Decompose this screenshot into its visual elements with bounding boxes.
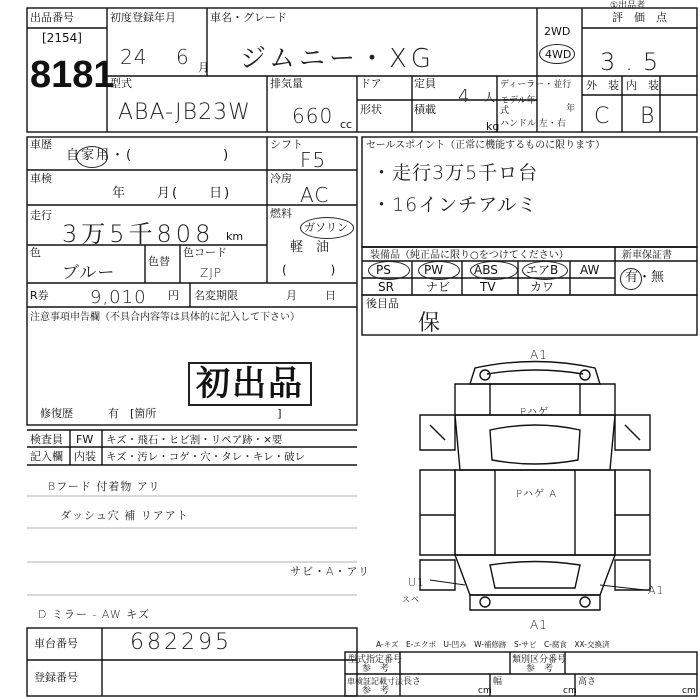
diagram-a1-top: A1 — [530, 348, 548, 362]
listing-number: 8181 — [30, 54, 115, 96]
height-cm: cm — [682, 686, 696, 696]
equip-ps: PS — [376, 263, 391, 277]
month-unit: 月 — [198, 61, 209, 74]
sales-point-2: ・16インチアルミ — [372, 194, 538, 216]
exterior-grade: C — [594, 104, 611, 129]
registration-month: 6 — [176, 45, 190, 69]
kg-unit: kg — [486, 120, 500, 133]
repair-label: 修復歴 — [40, 407, 73, 420]
diagram-a1-right: A1 — [648, 584, 665, 597]
diagram-a1-bottom: A1 — [530, 618, 548, 632]
fuel-gasoline-circle — [300, 217, 354, 239]
repair-value: 有 [箇所 ] — [108, 407, 282, 420]
dims-ref: 参 考 — [362, 686, 390, 696]
listing-number-label: 出品番号 — [30, 11, 74, 24]
class-ref: 参 考 — [526, 664, 554, 674]
model-cert-label: 型式指定番号 — [348, 655, 403, 665]
equip-aw: AW — [580, 263, 600, 277]
warranty-label: 新車保証書 — [622, 250, 672, 261]
inspector-note-1: Bフード 付着物 アリ — [48, 480, 161, 493]
ac-label: 冷房 — [270, 172, 292, 185]
shift-value: F5 — [300, 148, 327, 172]
recycle-value: 9,010 — [90, 287, 147, 308]
handle-label: ハンドル 左・右 — [500, 119, 566, 129]
class-label: 類別区分番号 — [512, 655, 567, 665]
color-code-label: 色コード — [183, 246, 227, 259]
person-unit: 人 — [484, 91, 495, 104]
shift-label: シフト — [270, 138, 303, 151]
listing-code: [2154] — [42, 31, 82, 45]
equip-abs-circle — [470, 261, 518, 280]
inspection-value: 年 月( 日) — [112, 186, 232, 201]
tax-label: 名変期限 — [194, 289, 238, 302]
interior-items: キズ・汚レ・コゲ・穴・タレ・キレ・破レ — [106, 451, 306, 463]
mileage-value: 3万5千808 — [62, 220, 215, 248]
inspector-note-2: ダッシュ穴 補 リアアト — [60, 509, 189, 522]
fuel-value: ガソリン — [304, 221, 348, 234]
km-unit: km — [226, 230, 244, 243]
fuel-paren: ( ) — [282, 263, 338, 277]
door-label: ドア — [360, 77, 382, 90]
equip-pw-circle — [418, 261, 460, 280]
history-label: 車歴 — [30, 138, 52, 151]
rear-seat-label: 後目品 — [366, 297, 399, 310]
drive-2wd: 2WD — [544, 25, 571, 38]
registration-year: 24 — [120, 45, 148, 69]
diagram-legend: A-キズ E-エクボ U-凹み W-補修跡 S-サビ C-腐食 XX-交換済 — [376, 640, 610, 649]
displacement-value: 660 — [292, 104, 334, 128]
load-label: 積載 — [414, 103, 436, 116]
seller-note: ①出品者 — [610, 1, 646, 11]
equip-pw: PW — [424, 263, 444, 277]
yen-unit: 円 — [168, 289, 179, 302]
history-value: 自家用・( ) — [66, 148, 231, 163]
type-label: 型式 — [110, 77, 132, 90]
equipment-label: 装備品（純正品に限り○をつけてください） — [370, 250, 569, 261]
length-cm: cm — [478, 686, 492, 696]
diagram-small-note: スペ — [402, 595, 420, 604]
rear-seat-value: 保 — [418, 311, 442, 336]
rating-label: 評 価 点 — [612, 11, 667, 24]
fuel-label: 燃料 — [270, 207, 292, 220]
first-listing-stamp: 初出品 — [188, 362, 312, 406]
displacement-label: 排気量 — [270, 77, 303, 90]
color-value: ブルー — [62, 263, 116, 283]
equip-sr: SR — [378, 280, 394, 294]
model-cert-ref: 参 考 — [362, 664, 390, 674]
model-name: ジムニー・XG — [240, 44, 435, 74]
sales-points-label: セールスポイント（正常に機能するものに限ります） — [366, 140, 606, 151]
model-label: 車名・グレード — [210, 11, 287, 24]
tax-value: 月 日 — [286, 289, 338, 302]
diagram-center-note: Pハゲ A — [516, 489, 558, 500]
height-label: 高さ — [578, 677, 597, 687]
color-code-value: ZJP — [200, 266, 222, 280]
sales-point-1: ・走行3万5千ロ台 — [372, 162, 539, 184]
inspector-label: 検査員 — [30, 433, 63, 446]
capacity-value: 4 — [458, 86, 471, 107]
first-registration-label: 初度登録年月 — [110, 11, 176, 24]
equip-navi: ナビ — [426, 280, 451, 294]
rating-value: 3.5 — [600, 48, 669, 76]
cc-unit: cc — [340, 118, 353, 131]
entry-label: 記入欄 — [30, 450, 63, 463]
type-value: ABA-JB23W — [118, 100, 251, 125]
inspector-note-4: D ミラー - AW キズ — [38, 608, 151, 621]
interior-label: 内 装 — [626, 79, 659, 92]
equip-leather: カワ — [530, 280, 555, 294]
equip-tv: TV — [480, 280, 496, 294]
notes-label: 注意事項申告欄（不具合内容等は具体的に記入して下さい） — [30, 312, 300, 323]
color-label: 色 — [30, 246, 41, 259]
diagram-u1-left: U1 — [408, 576, 426, 589]
mileage-label: 走行 — [30, 209, 52, 222]
equip-airbag-circle — [522, 261, 568, 280]
interior-grade: B — [640, 104, 656, 129]
recycle-label: R券 — [30, 289, 49, 302]
fw-items: キズ・飛石・ヒビ割・リペア跡・×要 — [106, 434, 283, 446]
inspection-label: 車検 — [30, 172, 52, 185]
exterior-label: 外 装 — [586, 79, 619, 92]
warranty-yes-circle — [620, 268, 642, 290]
warranty-value: 有・無 — [625, 270, 665, 285]
registration-number-label: 登録番号 — [34, 671, 78, 684]
fuel-diesel: 軽 油 — [290, 240, 330, 255]
equip-abs: ABS — [474, 263, 498, 277]
dealer-label: ディーラー・並行 — [500, 80, 572, 90]
inspector-note-3: サビ・A・アリ — [290, 565, 371, 578]
equip-airbag: エアB — [526, 263, 559, 277]
capacity-label: 定員 — [414, 77, 436, 90]
dims-label: 車検証記載寸法 — [347, 677, 403, 686]
color-change-label: 色替 — [148, 255, 170, 268]
length-label: 長さ — [403, 677, 422, 687]
chassis-value: 682295 — [130, 630, 232, 655]
private-use-circle — [76, 146, 108, 168]
ac-value: AC — [300, 183, 330, 207]
width-label: 幅 — [493, 677, 503, 687]
diagram-roof-note: Pハゲ — [520, 407, 550, 418]
width-cm: cm — [563, 686, 577, 696]
drive-4wd: 4WD — [545, 48, 572, 61]
interior-inspect-label: 内装 — [74, 450, 96, 463]
fw-label: FW — [76, 433, 94, 446]
equip-ps-circle — [368, 261, 410, 280]
drive-4wd-circle — [539, 44, 575, 64]
model-year-label: モデル年式 — [500, 96, 536, 116]
year-unit: 年 — [566, 104, 576, 114]
chassis-label: 車台番号 — [34, 637, 78, 650]
shape-label: 形状 — [360, 103, 382, 116]
